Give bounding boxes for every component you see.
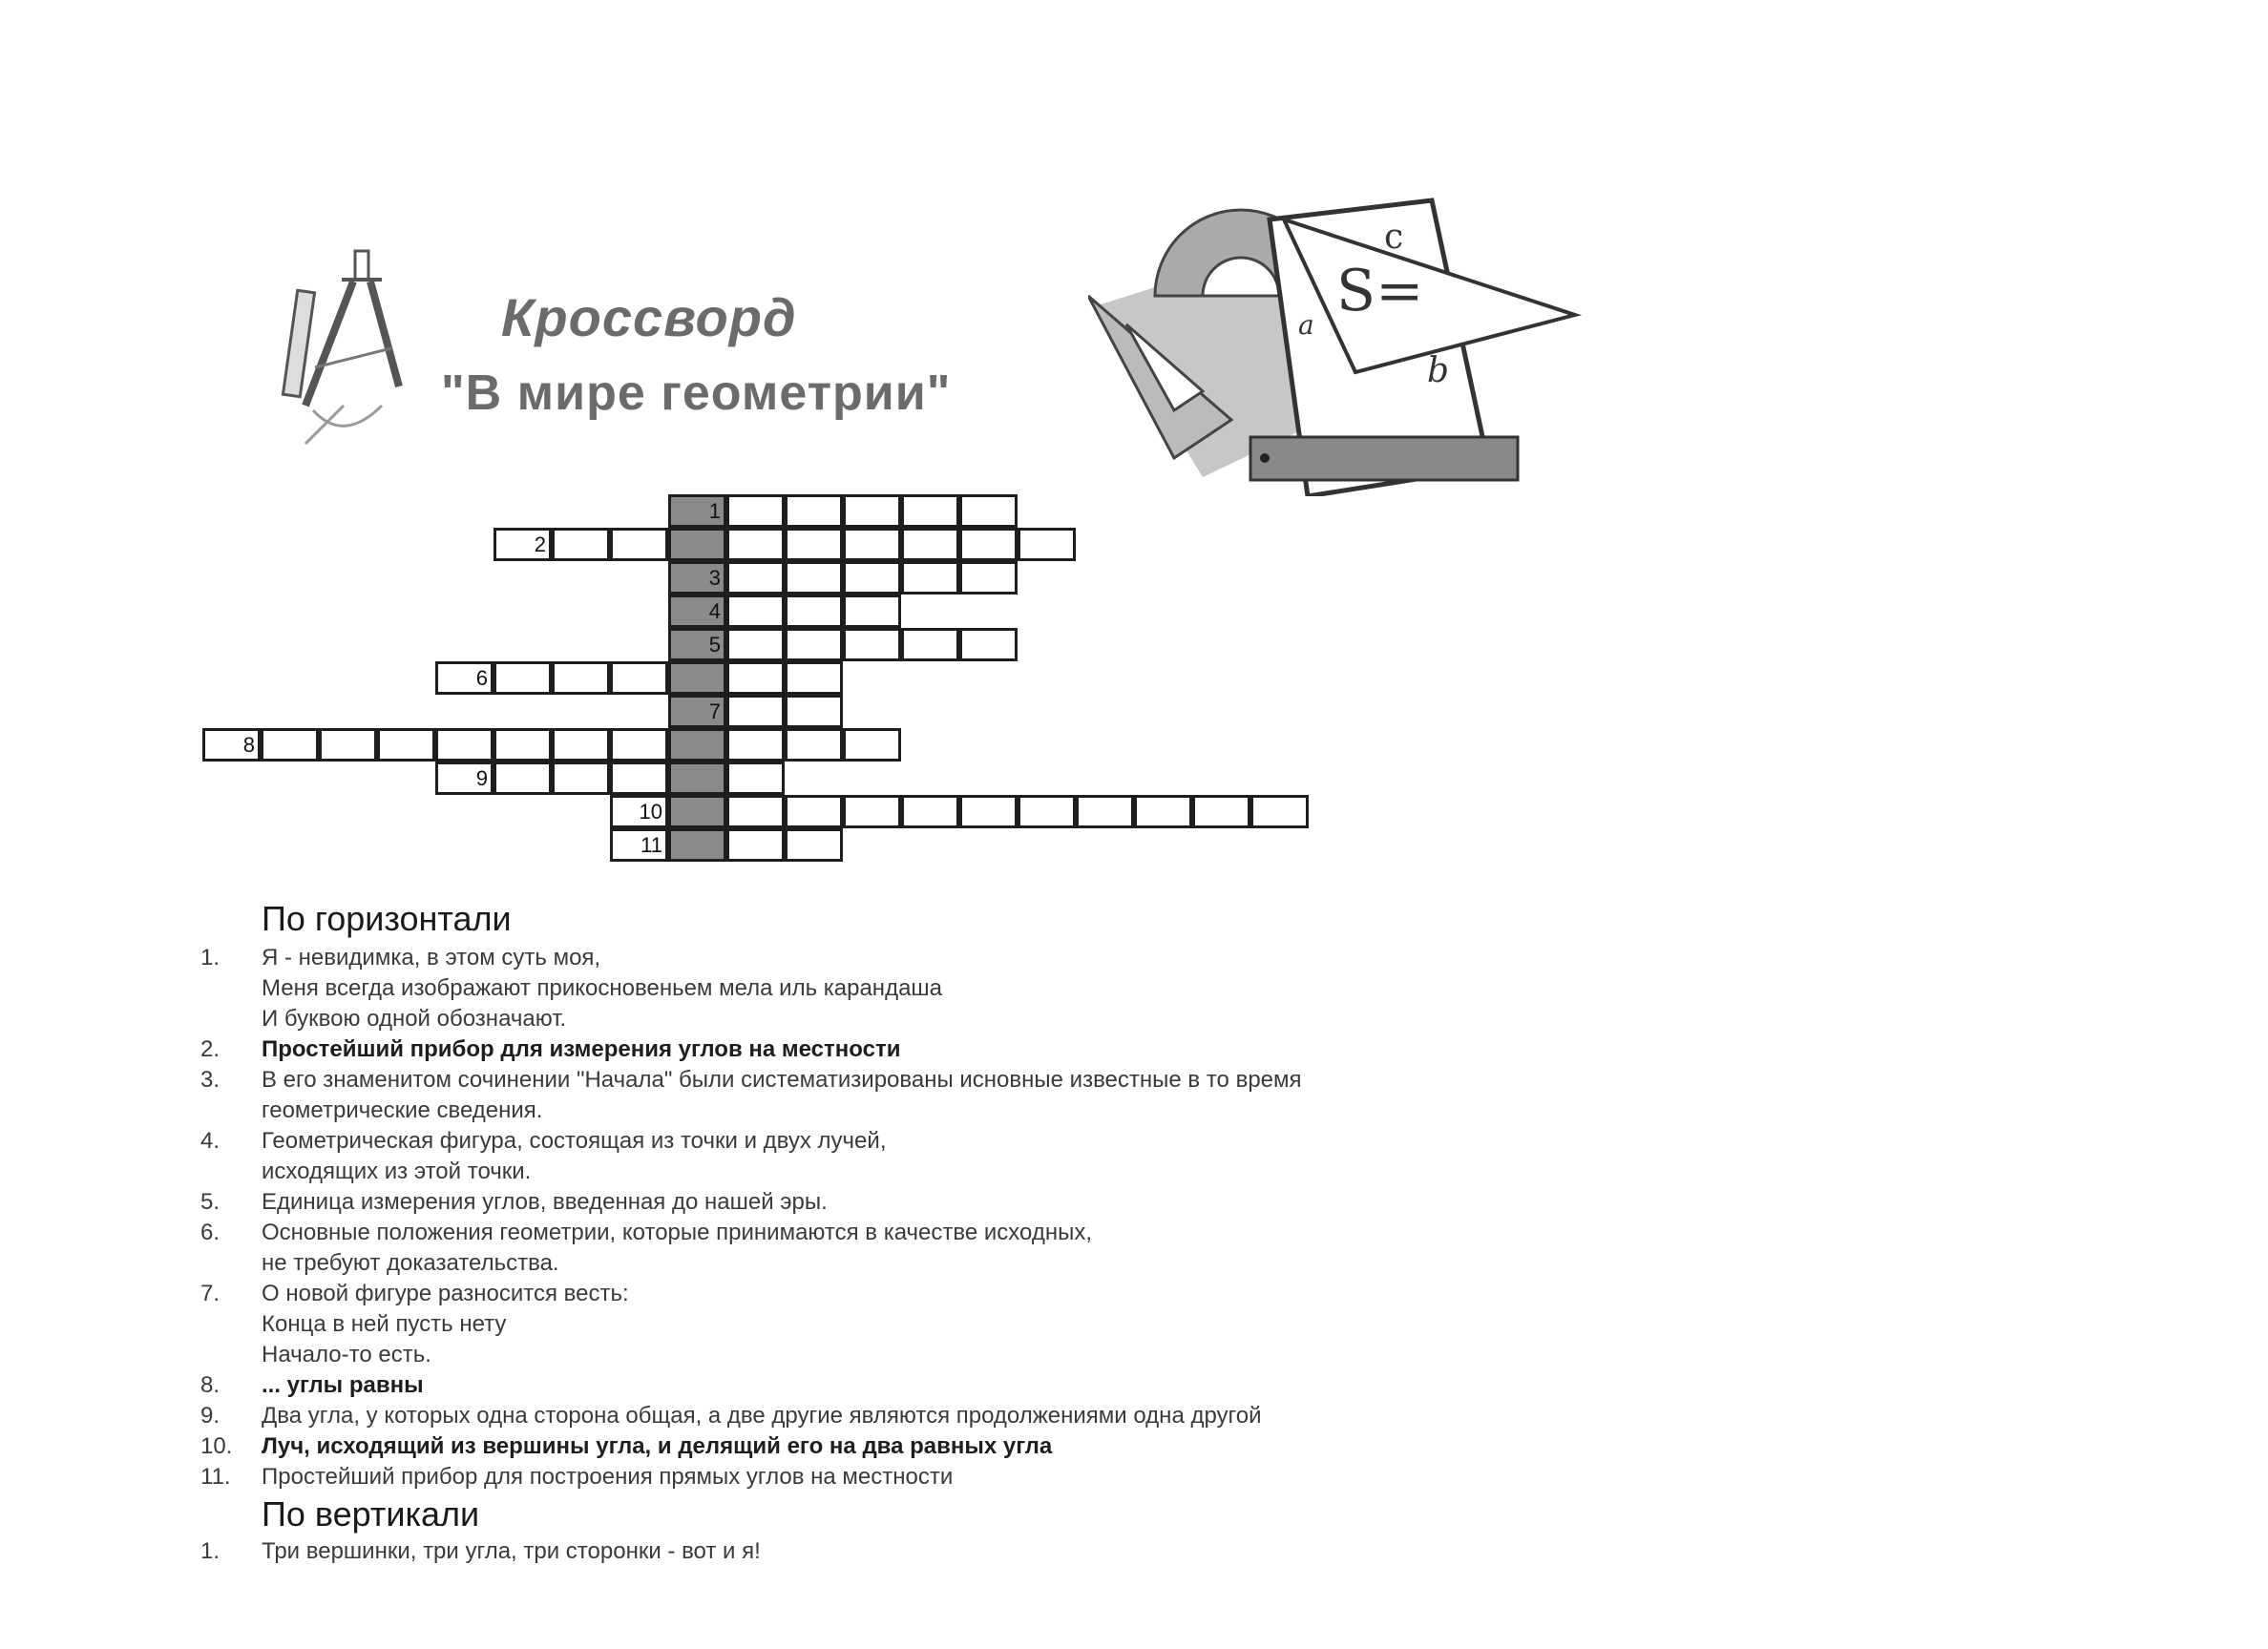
clue-text-line: Единица измерения углов, введенная до нашей эры.: [262, 1189, 828, 1215]
crossword-cell[interactable]: [726, 762, 785, 795]
crossword-cell[interactable]: [726, 528, 785, 561]
crossword-cell[interactable]: [610, 795, 668, 828]
crossword-cell[interactable]: [610, 828, 668, 862]
crossword-cell[interactable]: [785, 795, 843, 828]
crossword-key-cell[interactable]: [668, 661, 726, 695]
crossword-subtitle: "В мире геометрии": [441, 365, 952, 421]
clue-text-line: Простейший прибор для построения прямых углов на местности: [262, 1464, 954, 1490]
crossword-cell[interactable]: [843, 795, 901, 828]
crossword-cell[interactable]: [785, 728, 843, 762]
crossword-cell[interactable]: [261, 728, 319, 762]
crossword-title: Кроссворд: [501, 287, 797, 347]
crossword-cell[interactable]: [1134, 795, 1192, 828]
clue-text-line: В его знаменитом сочинении "Начала" были систематизированы исновные известные в то время: [262, 1067, 1302, 1093]
crossword-cell[interactable]: [435, 728, 494, 762]
crossword-key-cell[interactable]: [668, 628, 726, 661]
crossword-cell[interactable]: [785, 661, 843, 695]
crossword-cell[interactable]: [726, 595, 785, 628]
crossword-row-number: 10: [639, 800, 662, 824]
crossword-cell[interactable]: [610, 528, 668, 561]
clue-number: 1.: [200, 1538, 220, 1564]
crossword-cell[interactable]: [843, 628, 901, 661]
crossword-cell[interactable]: [785, 595, 843, 628]
crossword-cell[interactable]: [435, 661, 494, 695]
crossword-cell[interactable]: [843, 494, 901, 528]
crossword-key-cell[interactable]: [668, 728, 726, 762]
crossword-row-number: 9: [475, 766, 488, 790]
crossword-cell[interactable]: [726, 494, 785, 528]
clue-text-line: ... углы равны: [262, 1372, 424, 1398]
clue-text-line: Простейший прибор для измерения углов на местности: [262, 1036, 901, 1062]
crossword-cell[interactable]: [726, 728, 785, 762]
clue-number: 4.: [200, 1128, 220, 1154]
vertical-heading: По вертикали: [262, 1494, 480, 1534]
clue-number: 7.: [200, 1281, 220, 1306]
crossword-cell[interactable]: [435, 762, 494, 795]
clue-number: 8.: [200, 1372, 220, 1398]
crossword-cell[interactable]: [785, 695, 843, 728]
crossword-cell[interactable]: [901, 528, 959, 561]
crossword-row-number: 3: [708, 566, 721, 590]
crossword-cell[interactable]: [1018, 528, 1076, 561]
clue-text-line: Начало-то есть.: [262, 1342, 431, 1367]
crossword-cell[interactable]: [494, 528, 552, 561]
crossword-cell[interactable]: [785, 528, 843, 561]
crossword-key-cell[interactable]: [668, 494, 726, 528]
crossword-row-number: 5: [708, 633, 721, 657]
clue-text-line: Основные положения геометрии, которые принимаются в качестве исходных,: [262, 1220, 1093, 1245]
crossword-cell[interactable]: [494, 728, 552, 762]
crossword-cell[interactable]: [202, 728, 261, 762]
clue-text-line: исходящих из этой точки.: [262, 1158, 532, 1184]
geometry-tools-icon: [1088, 191, 1585, 496]
clue-text-line: геометрические сведения.: [262, 1097, 543, 1123]
clue-number: 10.: [200, 1433, 233, 1459]
crossword-cell[interactable]: [552, 528, 610, 561]
clue-number: 3.: [200, 1067, 220, 1093]
clue-text-line: Я - невидимка, в этом суть моя,: [262, 945, 601, 971]
crossword-cell[interactable]: [901, 795, 959, 828]
crossword-key-cell[interactable]: [668, 595, 726, 628]
crossword-cell[interactable]: [843, 528, 901, 561]
crossword-key-cell[interactable]: [668, 828, 726, 862]
horizontal-heading: По горизонтали: [262, 899, 512, 938]
crossword-cell[interactable]: [959, 494, 1018, 528]
crossword-cell[interactable]: [726, 628, 785, 661]
svg-text:c: c: [1384, 218, 1404, 257]
crossword-cell[interactable]: [901, 494, 959, 528]
compass-icon: [277, 243, 420, 453]
clue-text-line: Три вершинки, три угла, три сторонки - вот и я!: [262, 1538, 761, 1564]
clue-number: 1.: [200, 945, 220, 971]
crossword-key-cell[interactable]: [668, 795, 726, 828]
crossword-cell[interactable]: [726, 695, 785, 728]
crossword-row-number: 7: [708, 699, 721, 723]
crossword-cell[interactable]: [1192, 795, 1250, 828]
clue-number: 6.: [200, 1220, 220, 1245]
clue-text-line: Два угла, у которых одна сторона общая, а две другие являются продолжениями одна другой: [262, 1403, 1262, 1429]
crossword-key-cell[interactable]: [668, 528, 726, 561]
crossword-row-number: 2: [534, 532, 546, 556]
crossword-cell[interactable]: [1018, 795, 1076, 828]
crossword-cell[interactable]: [552, 661, 610, 695]
crossword-cell[interactable]: [726, 661, 785, 695]
clue-text-line: Конца в ней пусть нету: [262, 1311, 507, 1337]
crossword-cell[interactable]: [610, 661, 668, 695]
crossword-cell[interactable]: [785, 828, 843, 862]
crossword-cell[interactable]: [726, 795, 785, 828]
crossword-cell[interactable]: [610, 728, 668, 762]
svg-text:b: b: [1427, 351, 1450, 390]
clue-text-line: Луч, исходящий из вершины угла, и делящий его на два равных угла: [262, 1433, 1053, 1459]
crossword-key-cell[interactable]: [668, 762, 726, 795]
crossword-row-number: 1: [708, 499, 721, 523]
clue-text-line: Меня всегда изображают прикосновеньем мела иль карандаша: [262, 975, 943, 1001]
clue-text-line: И буквою одной обозначают.: [262, 1006, 567, 1032]
clue-number: 5.: [200, 1189, 220, 1215]
crossword-cell[interactable]: [901, 628, 959, 661]
crossword-row-number: 11: [640, 833, 662, 857]
crossword-cell[interactable]: [843, 561, 901, 595]
crossword-cell[interactable]: [610, 762, 668, 795]
crossword-row-number: 4: [708, 599, 721, 623]
clue-text-line: не требуют доказательства.: [262, 1250, 559, 1276]
crossword-cell[interactable]: [959, 528, 1018, 561]
svg-text:S=: S=: [1336, 258, 1424, 324]
crossword-cell[interactable]: [726, 561, 785, 595]
crossword-cell[interactable]: [552, 728, 610, 762]
clue-number: 9.: [200, 1403, 220, 1429]
crossword-cell[interactable]: [959, 628, 1018, 661]
crossword-cell[interactable]: [785, 561, 843, 595]
crossword-cell[interactable]: [552, 762, 610, 795]
crossword-cell[interactable]: [494, 762, 552, 795]
clue-text-line: Геометрическая фигура, состоящая из точки и двух лучей,: [262, 1128, 887, 1154]
crossword-key-cell[interactable]: [668, 695, 726, 728]
crossword-cell[interactable]: [959, 561, 1018, 595]
crossword-cell[interactable]: [319, 728, 377, 762]
crossword-row-number: 6: [475, 666, 488, 690]
crossword-cell[interactable]: [1076, 795, 1134, 828]
clue-number: 2.: [200, 1036, 220, 1062]
clue-number: 11.: [200, 1464, 231, 1490]
crossword-cell[interactable]: [843, 595, 901, 628]
crossword-row-number: 8: [242, 733, 255, 757]
clue-text-line: О новой фигуре разносится весть:: [262, 1281, 629, 1306]
crossword-cell[interactable]: [785, 494, 843, 528]
crossword-cell[interactable]: [494, 661, 552, 695]
svg-text:a: a: [1298, 309, 1314, 341]
crossword-cell[interactable]: [843, 728, 901, 762]
crossword-cell[interactable]: [901, 561, 959, 595]
crossword-cell[interactable]: [785, 628, 843, 661]
crossword-cell[interactable]: [959, 795, 1018, 828]
crossword-cell[interactable]: [1250, 795, 1309, 828]
crossword-key-cell[interactable]: [668, 561, 726, 595]
crossword-cell[interactable]: [726, 828, 785, 862]
crossword-cell[interactable]: [377, 728, 435, 762]
